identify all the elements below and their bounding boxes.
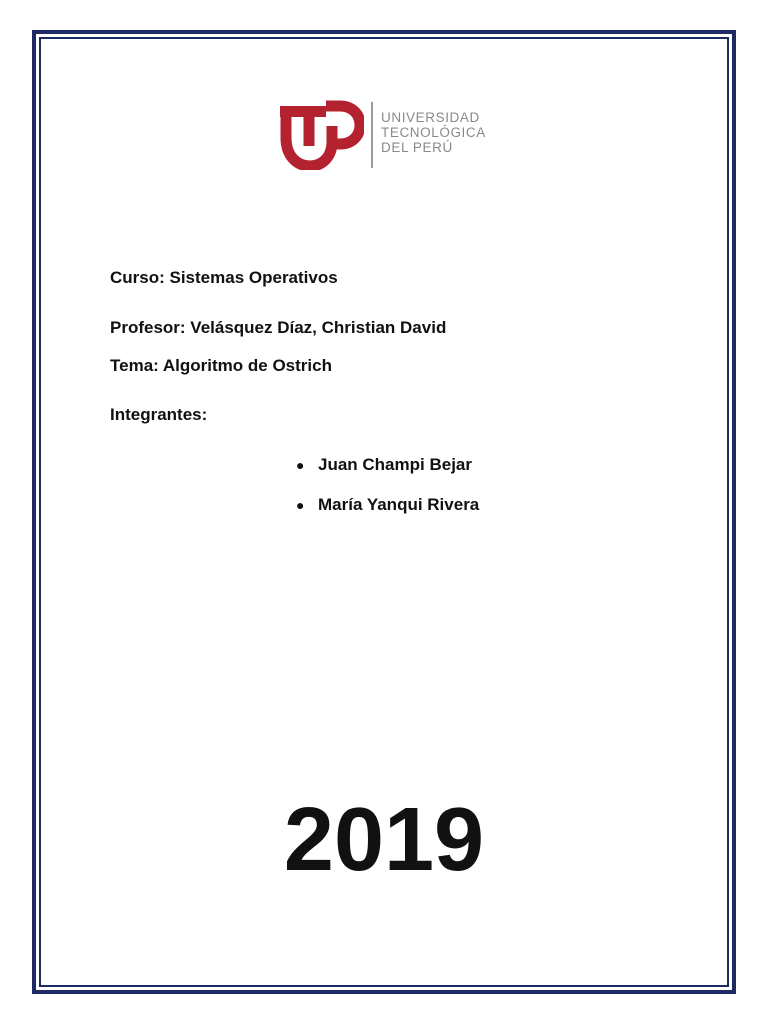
topic-line: Tema: Algoritmo de Ostrich	[110, 356, 332, 375]
course-line: Curso: Sistemas Operativos	[110, 268, 338, 287]
year: 2019	[283, 790, 485, 890]
member-name: Juan Champi Bejar	[318, 455, 472, 474]
bullet-icon: ●	[296, 457, 305, 473]
list-item	[296, 452, 479, 492]
professor-line: Profesor: Velásquez Díaz, Christian David	[110, 318, 447, 337]
logo-divider	[371, 102, 373, 168]
university-name-line: DEL PERÚ	[381, 140, 453, 155]
utp-logo-mark-icon	[280, 98, 364, 170]
university-name-line: UNIVERSIDAD	[381, 110, 480, 125]
members-label: Integrantes:	[110, 405, 208, 424]
members-list	[296, 452, 479, 532]
list-item	[296, 492, 479, 532]
university-name-line: TECNOLÓGICA	[381, 125, 486, 140]
university-name	[381, 110, 486, 155]
bullet-icon: ●	[296, 497, 305, 513]
university-logo	[280, 98, 490, 172]
member-name: María Yanqui Rivera	[318, 495, 480, 514]
